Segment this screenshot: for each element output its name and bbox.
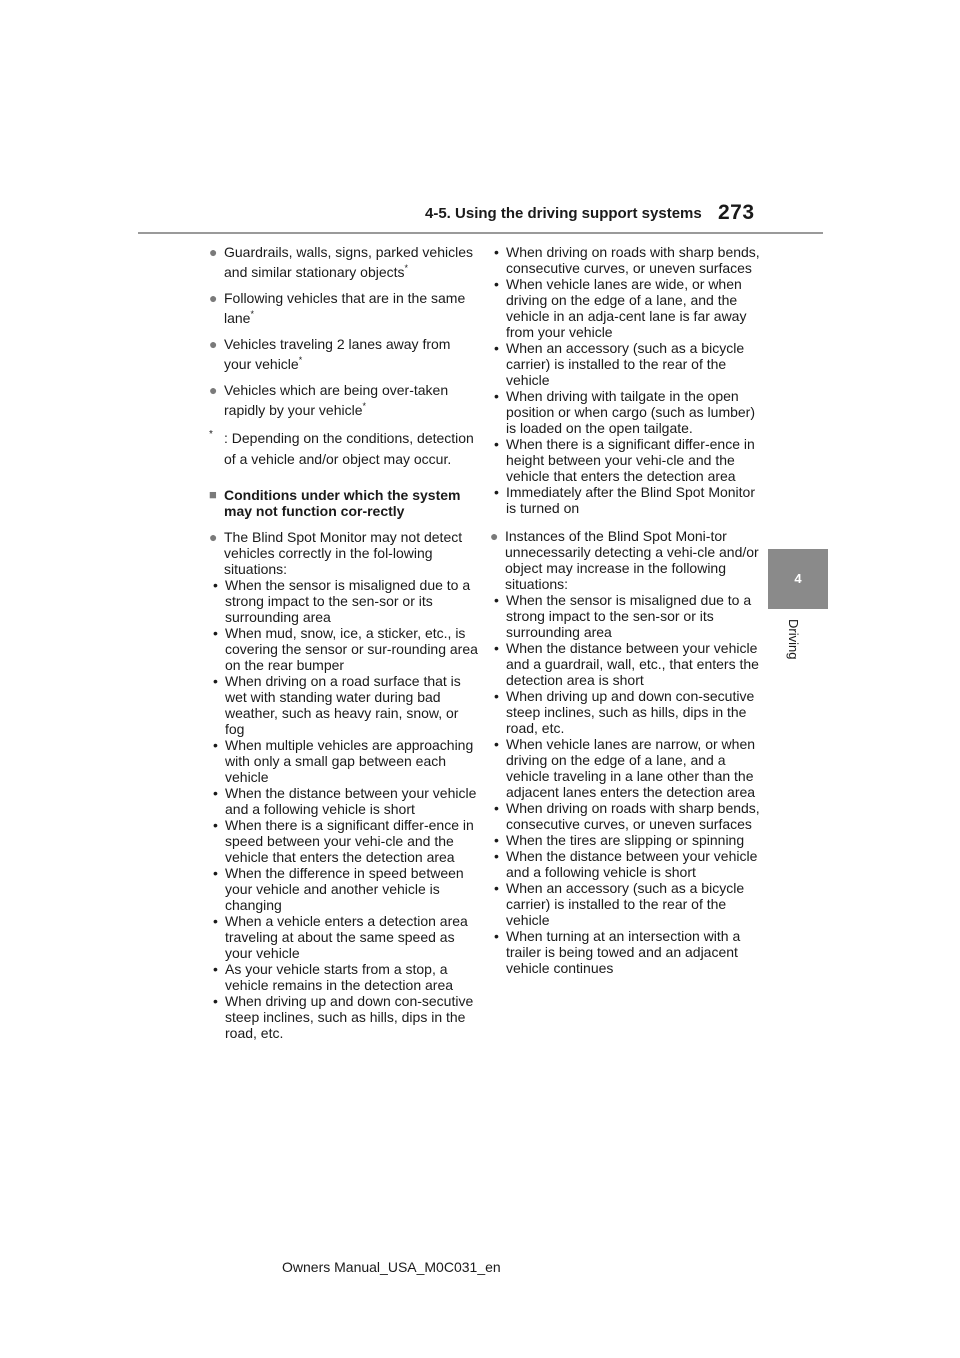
section-title: 4-5. Using the driving support systems <box>425 205 702 222</box>
list-item: • When driving up and down con-secutive steep inclines, such as hills, dips in the road, etc. <box>494 688 755 736</box>
list-item: • When a vehicle enters a detection area traveling at about the same speed as your vehicle <box>213 913 468 961</box>
list-item: • When driving on roads with sharp bends, consecutive curves, or uneven surfaces <box>494 244 760 276</box>
circle-bullet-icon: ● <box>209 244 218 260</box>
chapter-tab[interactable] <box>768 549 828 609</box>
list-item: • When an accessory (such as a bicycle carrier) is installed to the rear of the vehicle <box>494 340 745 388</box>
circle-bullet-icon: ● <box>209 290 218 306</box>
left-column <box>209 244 481 1041</box>
bullet-item: ● Instances of the Blind Spot Moni-tor unnecessarily detecting a vehi-cle and/or object may increase in the following situations: <box>490 528 759 592</box>
list-item: • When the sensor is misaligned due to a strong impact to the sen-sor or its surrounding area <box>213 577 471 625</box>
bullet-item: ● Guardrails, walls, signs, parked vehicles and similar stationary objects* <box>209 244 473 280</box>
list-item: • When the difference in speed between your vehicle and another vehicle is changing <box>213 865 464 913</box>
list-item: • When driving up and down con-secutive steep inclines, such as hills, dips in the road, etc. <box>213 993 474 1041</box>
footer-text: Owners Manual_USA_M0C031_en <box>282 1259 501 1275</box>
list-item: • When the tires are slipping or spinning <box>494 832 745 848</box>
header-divider <box>138 232 823 234</box>
list-item: • When there is a significant differ-ence in height between your vehi-cle and the vehicle that enters the detection area <box>494 436 755 484</box>
list-group <box>490 244 762 516</box>
list-item: • When the distance between your vehicle and a guardrail, wall, etc., that enters the detection area is short <box>494 640 759 688</box>
circle-bullet-icon: ● <box>209 529 218 545</box>
list-item: • When the distance between your vehicle and a following vehicle is short <box>494 848 758 880</box>
list-item: • When driving with tailgate in the open position or when cargo (such as lumber) is loaded on the open tailgate. <box>494 388 756 436</box>
circle-bullet-icon: ● <box>209 382 218 398</box>
square-bullet-icon: ■ <box>209 487 217 502</box>
circle-bullet-icon: ● <box>209 336 218 352</box>
right-column <box>490 244 762 976</box>
bullet-item: ● Vehicles traveling 2 lanes away from your vehicle* <box>209 336 451 372</box>
chapter-number: 4 <box>794 571 802 586</box>
bullet-item: ● Following vehicles that are in the same lane* <box>209 290 466 326</box>
bullet-item: ● Vehicles which are being over-taken rapidly by your vehicle* <box>209 382 449 418</box>
bullet-item: ● The Blind Spot Monitor may not detect vehicles correctly in the fol-lowing situations: <box>209 529 463 577</box>
list-item: • When the distance between your vehicle and a following vehicle is short <box>213 785 477 817</box>
list-item: • When driving on a road surface that is wet with standing water during bad weather, such as heavy rain, snow, or fog <box>213 673 461 737</box>
list-item: • When vehicle lanes are wide, or when driving on the edge of a lane, and the vehicle in an adja-cent lane is far away from your vehicle <box>494 276 747 340</box>
circle-bullet-icon: ● <box>490 528 499 544</box>
section-heading: ■ Conditions under which the system may not function cor-rectly <box>209 487 461 519</box>
list-item: • When driving on roads with sharp bends, consecutive curves, or uneven surfaces <box>494 800 760 832</box>
list-item: • As your vehicle starts from a stop, a vehicle remains in the detection area <box>213 961 454 993</box>
list-item: • When mud, snow, ice, a sticker, etc., is covering the sensor or sur-rounding area on the rear bumper <box>213 625 478 673</box>
list-item: • When there is a significant differ-ence in speed between your vehi-cle and the vehicle that enters the detection area <box>213 817 474 865</box>
list-item: • Immediately after the Blind Spot Monitor is turned on <box>494 484 756 516</box>
page-number: 273 <box>718 201 755 224</box>
list-item: • When the sensor is misaligned due to a strong impact to the sen-sor or its surrounding area <box>494 592 752 640</box>
list-item: • When turning at an intersection with a trailer is being towed and an adjacent vehicle continues <box>494 928 741 976</box>
list-item: • When vehicle lanes are narrow, or when driving on the edge of a lane, and a vehicle traveling in a lane other than the adjacent lanes enters the detection area <box>494 736 756 800</box>
footnote: * : Depending on the conditions, detection of a vehicle and/or object may occur. <box>209 429 474 467</box>
list-item: • When multiple vehicles are approaching with only a small gap between each vehicle <box>213 737 474 785</box>
list-item: • When an accessory (such as a bicycle carrier) is installed to the rear of the vehicle <box>494 880 745 928</box>
chapter-label: Driving <box>786 619 801 660</box>
